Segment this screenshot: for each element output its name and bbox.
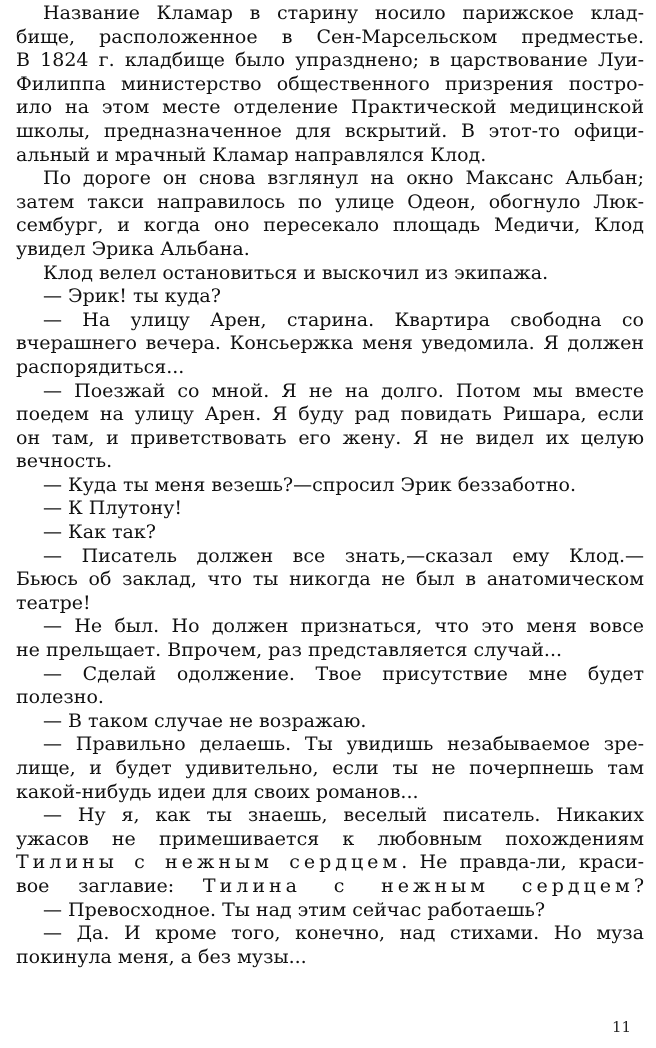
text-line: — Поезжай со мной. Я не на долго. Потом мы вместе	[43, 379, 644, 402]
text-line: какой-нибудь идеи для своих романов...	[16, 780, 419, 803]
text-line: — Превосходное. Ты над этим сейчас работаешь?	[43, 898, 546, 921]
text-segment: . Не правда-ли, краси-	[401, 851, 644, 874]
text-line: затем такси направилось по улице Одеон, обогнуло Люк-	[16, 190, 644, 213]
text-line: В 1824 г. кладбище было упразднено; в царствование Луи-	[16, 49, 644, 72]
text-line: поедем на улицу Арен. Я буду рад повидать Ришара, если	[16, 403, 644, 426]
page-number: 11	[612, 1018, 632, 1036]
text-line: Филиппа министерство общественного призрения постро-	[16, 72, 644, 95]
text-line: альный и мрачный Кламар направлялся Клод.	[16, 143, 487, 166]
text-line: Клод велел остановиться и выскочил из экипажа.	[43, 261, 549, 284]
text-line: он там, и приветствовать его жену. Я не видел их целую	[16, 426, 644, 449]
text-line: увидел Эрика Альбана.	[16, 237, 250, 260]
text-line: театре!	[16, 591, 91, 614]
text-line: — Не был. Но должен признаться, что это меня вовсе	[43, 615, 644, 638]
text-line: — Эрик! ты куда?	[43, 285, 221, 308]
text-line: распорядиться...	[16, 355, 185, 378]
text-line: — Сделай одолжение. Твое присутствие мне будет	[43, 662, 644, 685]
text-line: — К Плутону!	[43, 497, 183, 520]
text-line: — Куда ты меня везешь?—спросил Эрик беззаботно.	[43, 473, 576, 496]
text-line: вечность.	[16, 450, 113, 473]
text-line: Название Кламар в старину носило парижское клад-	[43, 2, 644, 24]
text-line: покинула меня, а без музы...	[16, 945, 307, 968]
text-line: полезно.	[16, 686, 104, 709]
text-line: сембург, и когда оно пересекало площадь Медичи, Клод	[16, 214, 644, 237]
text-line: бище, расположенное в Сен-Марсельском предместье.	[16, 25, 644, 48]
text-line: — Как так?	[43, 521, 156, 544]
text-line: лище, и будет удивительно, если ты не почерпнешь там	[16, 757, 644, 779]
text-line: ужасов не примешивается к любовным похождениям	[16, 827, 644, 850]
text-line: — На улицу Арен, старина. Квартира свободна со	[43, 308, 644, 331]
text-line	[16, 875, 644, 899]
text-segment: вое заглавие:	[16, 874, 203, 897]
text-line: — Правильно делаешь. Ты увидишь незабываемое зре-	[43, 733, 644, 756]
text-line: не прельщает. Впрочем, раз представляется случай...	[16, 639, 563, 662]
text-line: ило на этом месте отделение Практической медицинской	[16, 96, 644, 119]
spaced-title-text: Тилина с нежным сердцем	[202, 874, 634, 897]
book-page	[16, 2, 644, 969]
spaced-title-text: Тилины с нежным сердцем	[16, 851, 402, 874]
text-line: — Ну я, как ты знаешь, веселый писатель. Никаких	[43, 804, 644, 827]
text-line: — В таком случае не возражаю.	[43, 709, 367, 732]
text-line: — Писатель должен все знать,—сказал ему Клод.—	[43, 544, 644, 567]
text-line: школы, предназначенное для вскрытий. В этот-то офици-	[16, 119, 644, 142]
text-line: — Да. И кроме того, конечно, над стихами. Но муза	[43, 922, 644, 945]
text-line	[16, 851, 644, 875]
text-segment: ?	[633, 874, 644, 897]
text-line: По дороге он снова взглянул на окно Максанс Альбан;	[43, 167, 644, 190]
text-line: вчерашнего вечера. Консьержка меня уведомила. Я должен	[16, 332, 644, 355]
text-line: Бьюсь об заклад, что ты никогда не был в анатомическом	[16, 568, 644, 591]
